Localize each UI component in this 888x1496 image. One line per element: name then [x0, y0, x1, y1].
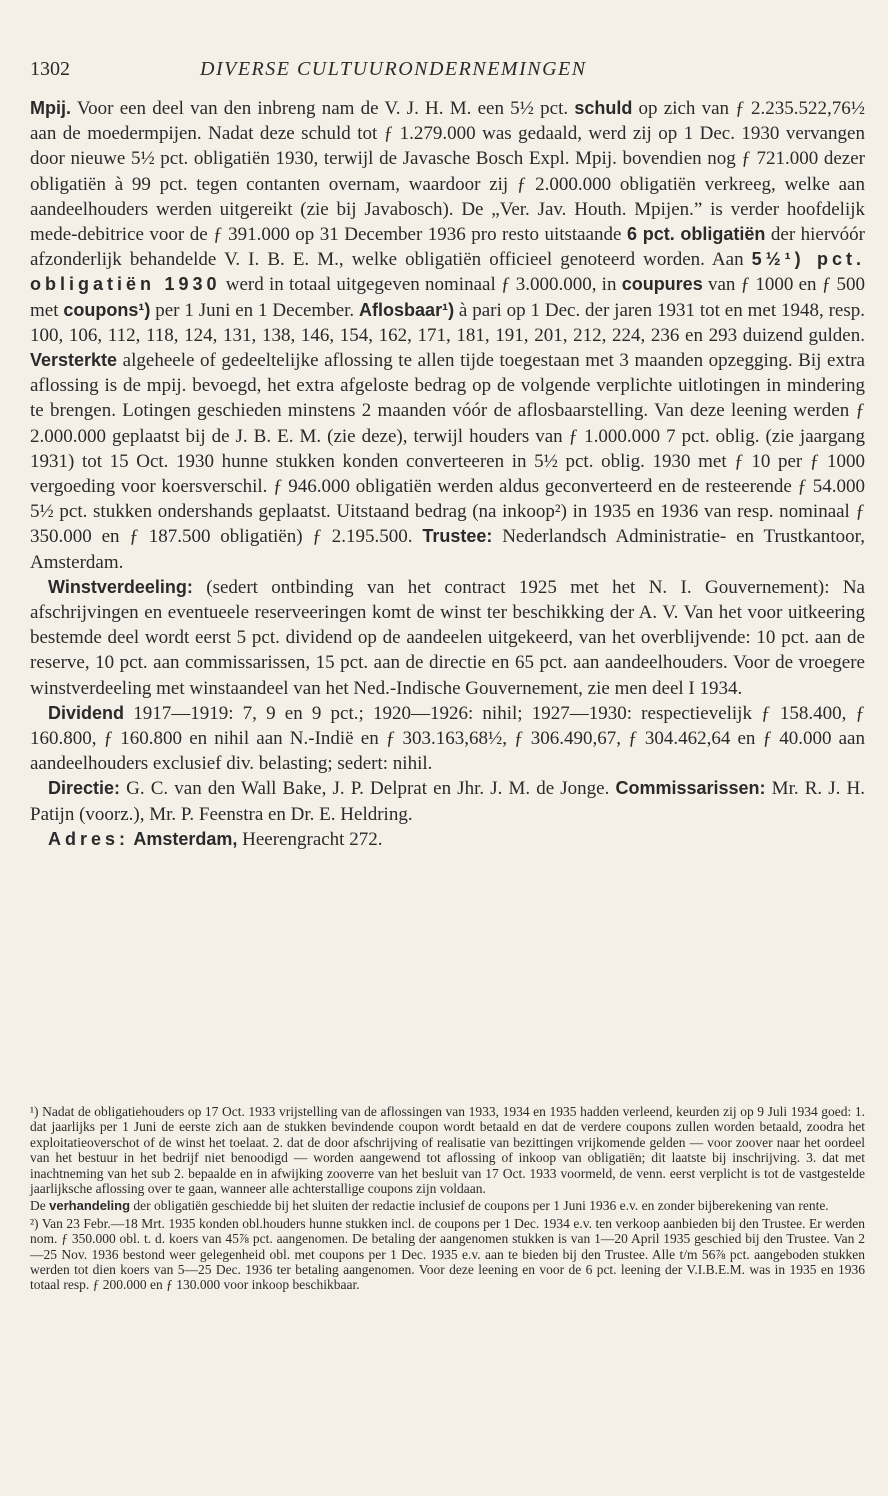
- bold-term: Versterkte: [30, 350, 118, 371]
- footnote-1: ¹) Nadat de obligatiehouders op 17 Oct. 1933 vrijstelling van de aflossingen van 1933, 1934 en 1935 hadden verleend, keurden zij op 9 Juli 1934 goed: 1. dat jaarlijks per 1 Juni de eerste zich aan de stukken bevindende coupon wordt betaald en dat de verdere coupons zullen worden betaald, zoodra het exploitatieoverschot of de winst het toelaat. 2. dat de door afschrijving of realisatie van bezittingen vrijkomende gelden — voor zoover naar het oordeel van het bestuur in het bedrijf niet benoodigd — worden aangewend tot aflossing of inkoop van obligatiën; dit laatste bij inschrijving. 3. dat met inachtneming van het sub 2. bepaalde en in afwijking zooverre van het besluit van 17 Oct. 1933 voormeld, de venn. eerst verplicht is tot de vastgestelde jaarlijksche aflossing over te gaan, wanneer alle achterstallige coupons zijn voldaan.: [30, 1104, 865, 1197]
- text-run: van ƒ 1000 en ƒ 500 met: [30, 274, 865, 321]
- text-run: De: [30, 1198, 50, 1214]
- bold-term: Aflosbaar¹): [359, 299, 455, 320]
- bold-term: coupons¹): [63, 299, 151, 320]
- bold-term: Amsterdam,: [129, 828, 238, 849]
- footnote-1-continued: [30, 1198, 865, 1213]
- text-run: per 1 Juni en 1 December.: [150, 299, 360, 321]
- footnote-2: ²) Van 23 Febr.—18 Mrt. 1935 konden obl.houders hunne stukken incl. de coupons per 1 Dec. 1934 e.v. ten verkoop aanbieden bij den Trustee. Er werden nom. ƒ 350.000 obl. t. d. koers van 45⅞ pct. aangenomen. De betaling der aangenomen stukken is van 1—20 April 1935 geschied bij den Trustee. Van 2—25 Nov. 1936 bestond weer gelegenheid obl. met coupons per 1 Dec. 1935 e.v. aan te bieden bij den Trustee. Alle t/m 56⅞ pct. aangeboden stukken werden tot dien koers van 5—25 Dec. 1936 ter betaling aangenomen. Voor deze leening en voor de 6 pct. leening der V.I.B.E.M. was in 1935 en 1936 totaal resp. ƒ 200.000 en ƒ 130.000 voor inkoop beschikbaar.: [30, 1215, 865, 1293]
- bold-term: schuld: [574, 98, 633, 118]
- text-run: werd in totaal uitgegeven nominaal ƒ 3.000.000, in: [220, 274, 622, 296]
- text-run: Mr. R. J. H. Patijn (voorz.), Mr. P. Feenstra en Dr. E. Heldring.: [30, 778, 865, 825]
- text-run: der hiervóór afzonderlijk behandelde V. I. B. E. M., welke obligatiën officieel genoteerd worden. Aan: [30, 224, 866, 271]
- text-run: (sedert ontbinding van het contract 1925 met het N. I. Gouvernement): Na afschrijvingen en eventueele reserveeringen komt de winst ter beschikking der A. V. Van het voor uitkeering bestemde deel wordt eerst 5 pct. dividend op de aandeelen uitgekeerd, van het overblijvende: 10 pct. aan de reserve, 10 pct. aan commissarissen, 15 pct. aan de directie en 65 pct. aan aandeelhouders. Voor de vroegere winstverdeeling met winstaandeel van het Ned.-Indische Gouvernement, zie men deel I 1934.: [30, 576, 865, 699]
- text-run: der obligatiën geschiedde bij het sluiten der redactie inclusief de coupons per 1 Juni 1936 e.v. en zonder bijberekening van rente.: [130, 1198, 829, 1214]
- paragraph-profit-distribution: [30, 575, 865, 701]
- paragraph-board: [30, 776, 865, 826]
- text-run: Nederlandsch Administratie- en Trustkantoor, Amsterdam.: [30, 526, 865, 573]
- bold-term: Commissarissen:: [615, 778, 766, 799]
- text-run: 1917—1919: 7, 9 en 9 pct.; 1920—1926: nihil; 1927—1930: respectievelijk ƒ 158.400, ƒ 160.800, ƒ 160.800 en nihil aan N.-Indië en ƒ 303.163,68½, ƒ 306.490,67, ƒ 304.462,64 en ƒ 40.000 aan aandeelhouders exclusief div. belasting; sedert: nihil.: [30, 702, 865, 775]
- bold-term: coupures: [621, 274, 703, 295]
- bold-term: Directie:: [48, 778, 121, 799]
- text-run: op zich van ƒ 2.235.522,76½ aan de moedermpijen. Nadat deze schuld tot ƒ 1.279.000 was gedaald, werd zij op 1 Dec. 1930 vervangen door nieuwe 5½ pct. obligatiën 1930, terwijl de Javasche Bosch Expl. Mpij. bovendien nog ƒ 721.000 dezer obligatiën à 99 pct. tegen contanten overnam, waardoor zij ƒ 2.000.000 obligatiën verkreeg, welke aan aandeelhouders werden uitgereikt (zie bij Javabosch). De „Ver. Jav. Houth. Mpijen.” is verder hoofdelijk mede-debitrice voor de ƒ 391.000 op 31 December 1936 pro resto uitstaande: [30, 98, 865, 246]
- page-number: 1302: [30, 58, 70, 80]
- bold-spaced-term: Adres:: [48, 828, 130, 849]
- text-run: à pari op 1 Dec. der jaren 1931 tot en met 1948, resp. 100, 106, 112, 118, 124, 131, 138, 146, 154, 162, 171, 181, 191, 201, 212, 224, 236 en 293 duizend gulden.: [30, 299, 865, 346]
- text-run: Heerengracht 272.: [237, 828, 383, 850]
- footnotes: [30, 1104, 865, 1293]
- bold-term: Mpij.: [30, 98, 71, 118]
- paragraph-dividend: [30, 701, 865, 777]
- bold-term: Winstverdeeling:: [48, 576, 193, 597]
- paragraph-bonds: [30, 96, 865, 575]
- bold-spaced-term: 5½¹) pct. obligatiën 1930: [30, 249, 865, 295]
- bold-term: Trustee:: [422, 526, 493, 547]
- page-header: [30, 58, 870, 88]
- bold-term: Dividend: [48, 702, 125, 723]
- text-run: Voor een deel van den inbreng nam de V. J. H. M. een 5½ pct.: [71, 98, 575, 119]
- text-run: algeheele of gedeeltelijke aflossing te allen tijde toegestaan met 3 maanden opzegging. Bij extra aflossing is de mpij. bevoegd, het extra afgeloste bedrag op de volgende verplichte uitlotingen in mindering te brengen. Lotingen geschieden minstens 2 maanden vóór de aflosbaarstelling. Van deze leening werden ƒ 2.000.000 geplaatst bij de J. B. E. M. (zie deze), terwijl houders van ƒ 1.000.000 7 pct. oblig. (zie jaargang 1931) tot 15 Oct. 1930 hunne stukken konden converteeren in 5½ pct. oblig. 1930 met ƒ 10 per ƒ 1000 vergoeding voor koersverschil. ƒ 946.000 obligatiën werden aldus geconverteerd en de resteerende ƒ 54.000 5½ pct. stukken ondershands geplaatst. Uitstaand bedrag (na inkoop²) in 1935 en 1936 van resp. nominaal ƒ 350.000 en ƒ 187.500 obligatiën) ƒ 2.195.500.: [30, 350, 865, 548]
- bold-term: verhandeling: [49, 1198, 131, 1214]
- bold-term: 6 pct. obligatiën: [626, 224, 766, 245]
- running-title: DIVERSE CULTUURONDERNEMINGEN: [200, 58, 587, 80]
- paragraph-address: [30, 827, 865, 852]
- main-text: [30, 96, 865, 852]
- text-run: G. C. van den Wall Bake, J. P. Delprat en Jhr. J. M. de Jonge.: [120, 778, 616, 800]
